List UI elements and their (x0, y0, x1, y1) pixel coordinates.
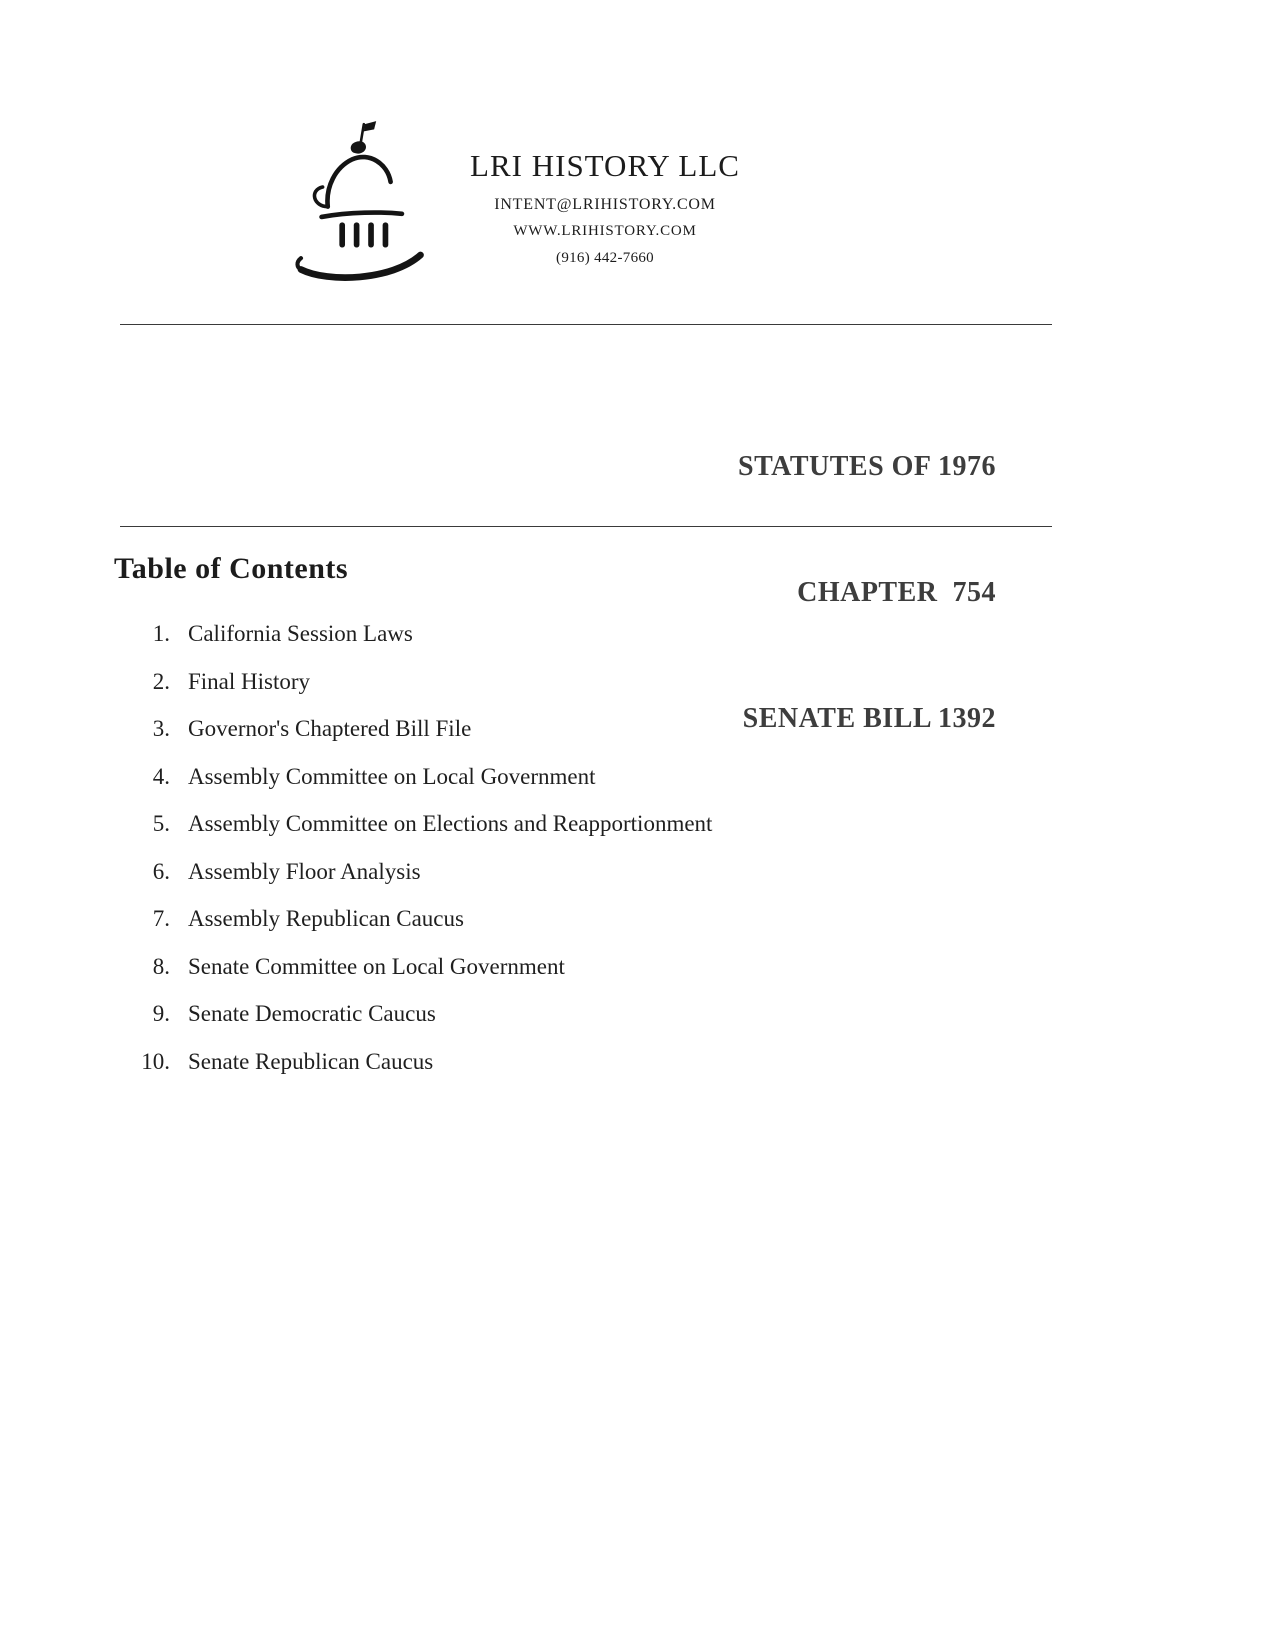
toc-item-number: 7. (152, 906, 170, 931)
toc-item-label: Senate Republican Caucus (188, 1048, 434, 1074)
divider-bottom (120, 526, 1052, 527)
chapter-line: CHAPTER 754 (797, 577, 996, 608)
toc-item-label: Senate Democratic Caucus (188, 1001, 436, 1026)
phone-text: (916) 442-7660 (556, 250, 654, 266)
toc-item (114, 1002, 712, 1026)
senate-bill-line: SENATE BILL 1392 (742, 703, 996, 734)
capitol-building-logo-icon (290, 118, 450, 288)
toc-item-label: Assembly Republican Caucus (188, 906, 464, 931)
divider-top (120, 324, 1052, 325)
toc-item-label: Governor's Chaptered Bill File (188, 716, 472, 741)
toc-item-number: 8. (152, 953, 170, 979)
toc-item-number: 2. (152, 668, 170, 694)
toc-item-label: Assembly Committee on Elections and Reapportionment (188, 811, 713, 836)
statute-title-block (738, 362, 996, 824)
toc-item (114, 670, 712, 694)
toc-item-number: 4. (152, 763, 170, 789)
toc-item (114, 812, 712, 836)
toc-item (114, 860, 712, 884)
letterhead (430, 148, 780, 267)
statutes-year-line: STATUTES OF 1976 (738, 451, 996, 482)
toc-item (114, 717, 712, 741)
toc-item (114, 622, 712, 646)
toc-item-number: 6. (152, 858, 170, 884)
company-name: LRI HISTORY LLC (470, 148, 740, 183)
toc-heading: Table of Contents (114, 552, 349, 585)
toc-item-label: California Session Laws (188, 621, 413, 646)
toc-item-number: 10. (141, 1048, 170, 1074)
toc-list (114, 622, 712, 1097)
toc-item-number: 3. (152, 716, 170, 741)
toc-item-number: 5. (152, 811, 170, 836)
toc-item (114, 907, 712, 931)
toc-item-label: Senate Committee on Local Government (188, 953, 565, 979)
toc-item (114, 955, 712, 979)
toc-item-label: Final History (188, 668, 311, 694)
toc-item-label: Assembly Floor Analysis (188, 858, 421, 884)
toc-item (114, 1050, 712, 1074)
toc-item (114, 765, 712, 789)
email-text: INTENT@LRIHISTORY.COM (494, 196, 716, 213)
toc-item-number: 1. (152, 621, 170, 646)
toc-item-number: 9. (152, 1001, 170, 1026)
toc-item-label: Assembly Committee on Local Government (188, 763, 596, 789)
website-text: WWW.LRIHISTORY.COM (513, 223, 697, 239)
